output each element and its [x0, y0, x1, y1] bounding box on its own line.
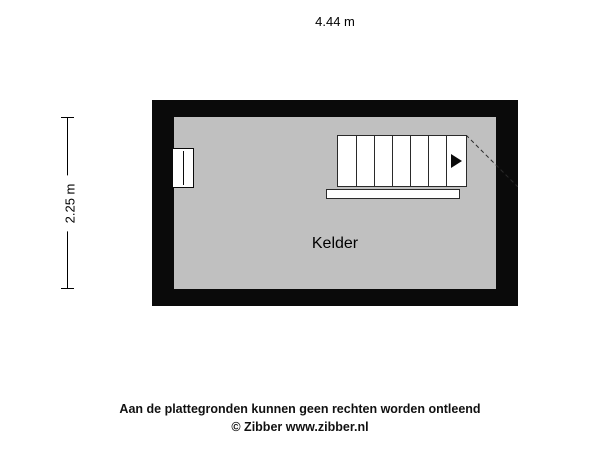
dimension-height: [52, 117, 88, 289]
stair-direction-arrow-icon: [451, 154, 462, 168]
dimension-width-label-wrap: [176, 8, 494, 36]
footer-line-2: © Zibber www.zibber.nl: [231, 420, 369, 434]
stair-winder-icon: [466, 135, 518, 187]
room-plan: [152, 100, 518, 306]
stair-landing: [326, 189, 460, 199]
window-mullion: [183, 151, 184, 185]
staircase-icon: [337, 135, 467, 187]
room-label: Kelder: [311, 235, 359, 252]
room-interior: [174, 117, 496, 289]
dimension-width: [176, 8, 494, 36]
dimension-height-label: 2.25 m: [61, 175, 80, 231]
window-icon: [172, 148, 194, 188]
dimension-height-label-wrap: [52, 117, 88, 289]
footer-disclaimer: [0, 400, 600, 436]
dimension-width-label: 4.44 m: [305, 14, 365, 29]
footer-line-1: Aan de plattegronden kunnen geen rechten worden ontleend: [119, 402, 481, 416]
